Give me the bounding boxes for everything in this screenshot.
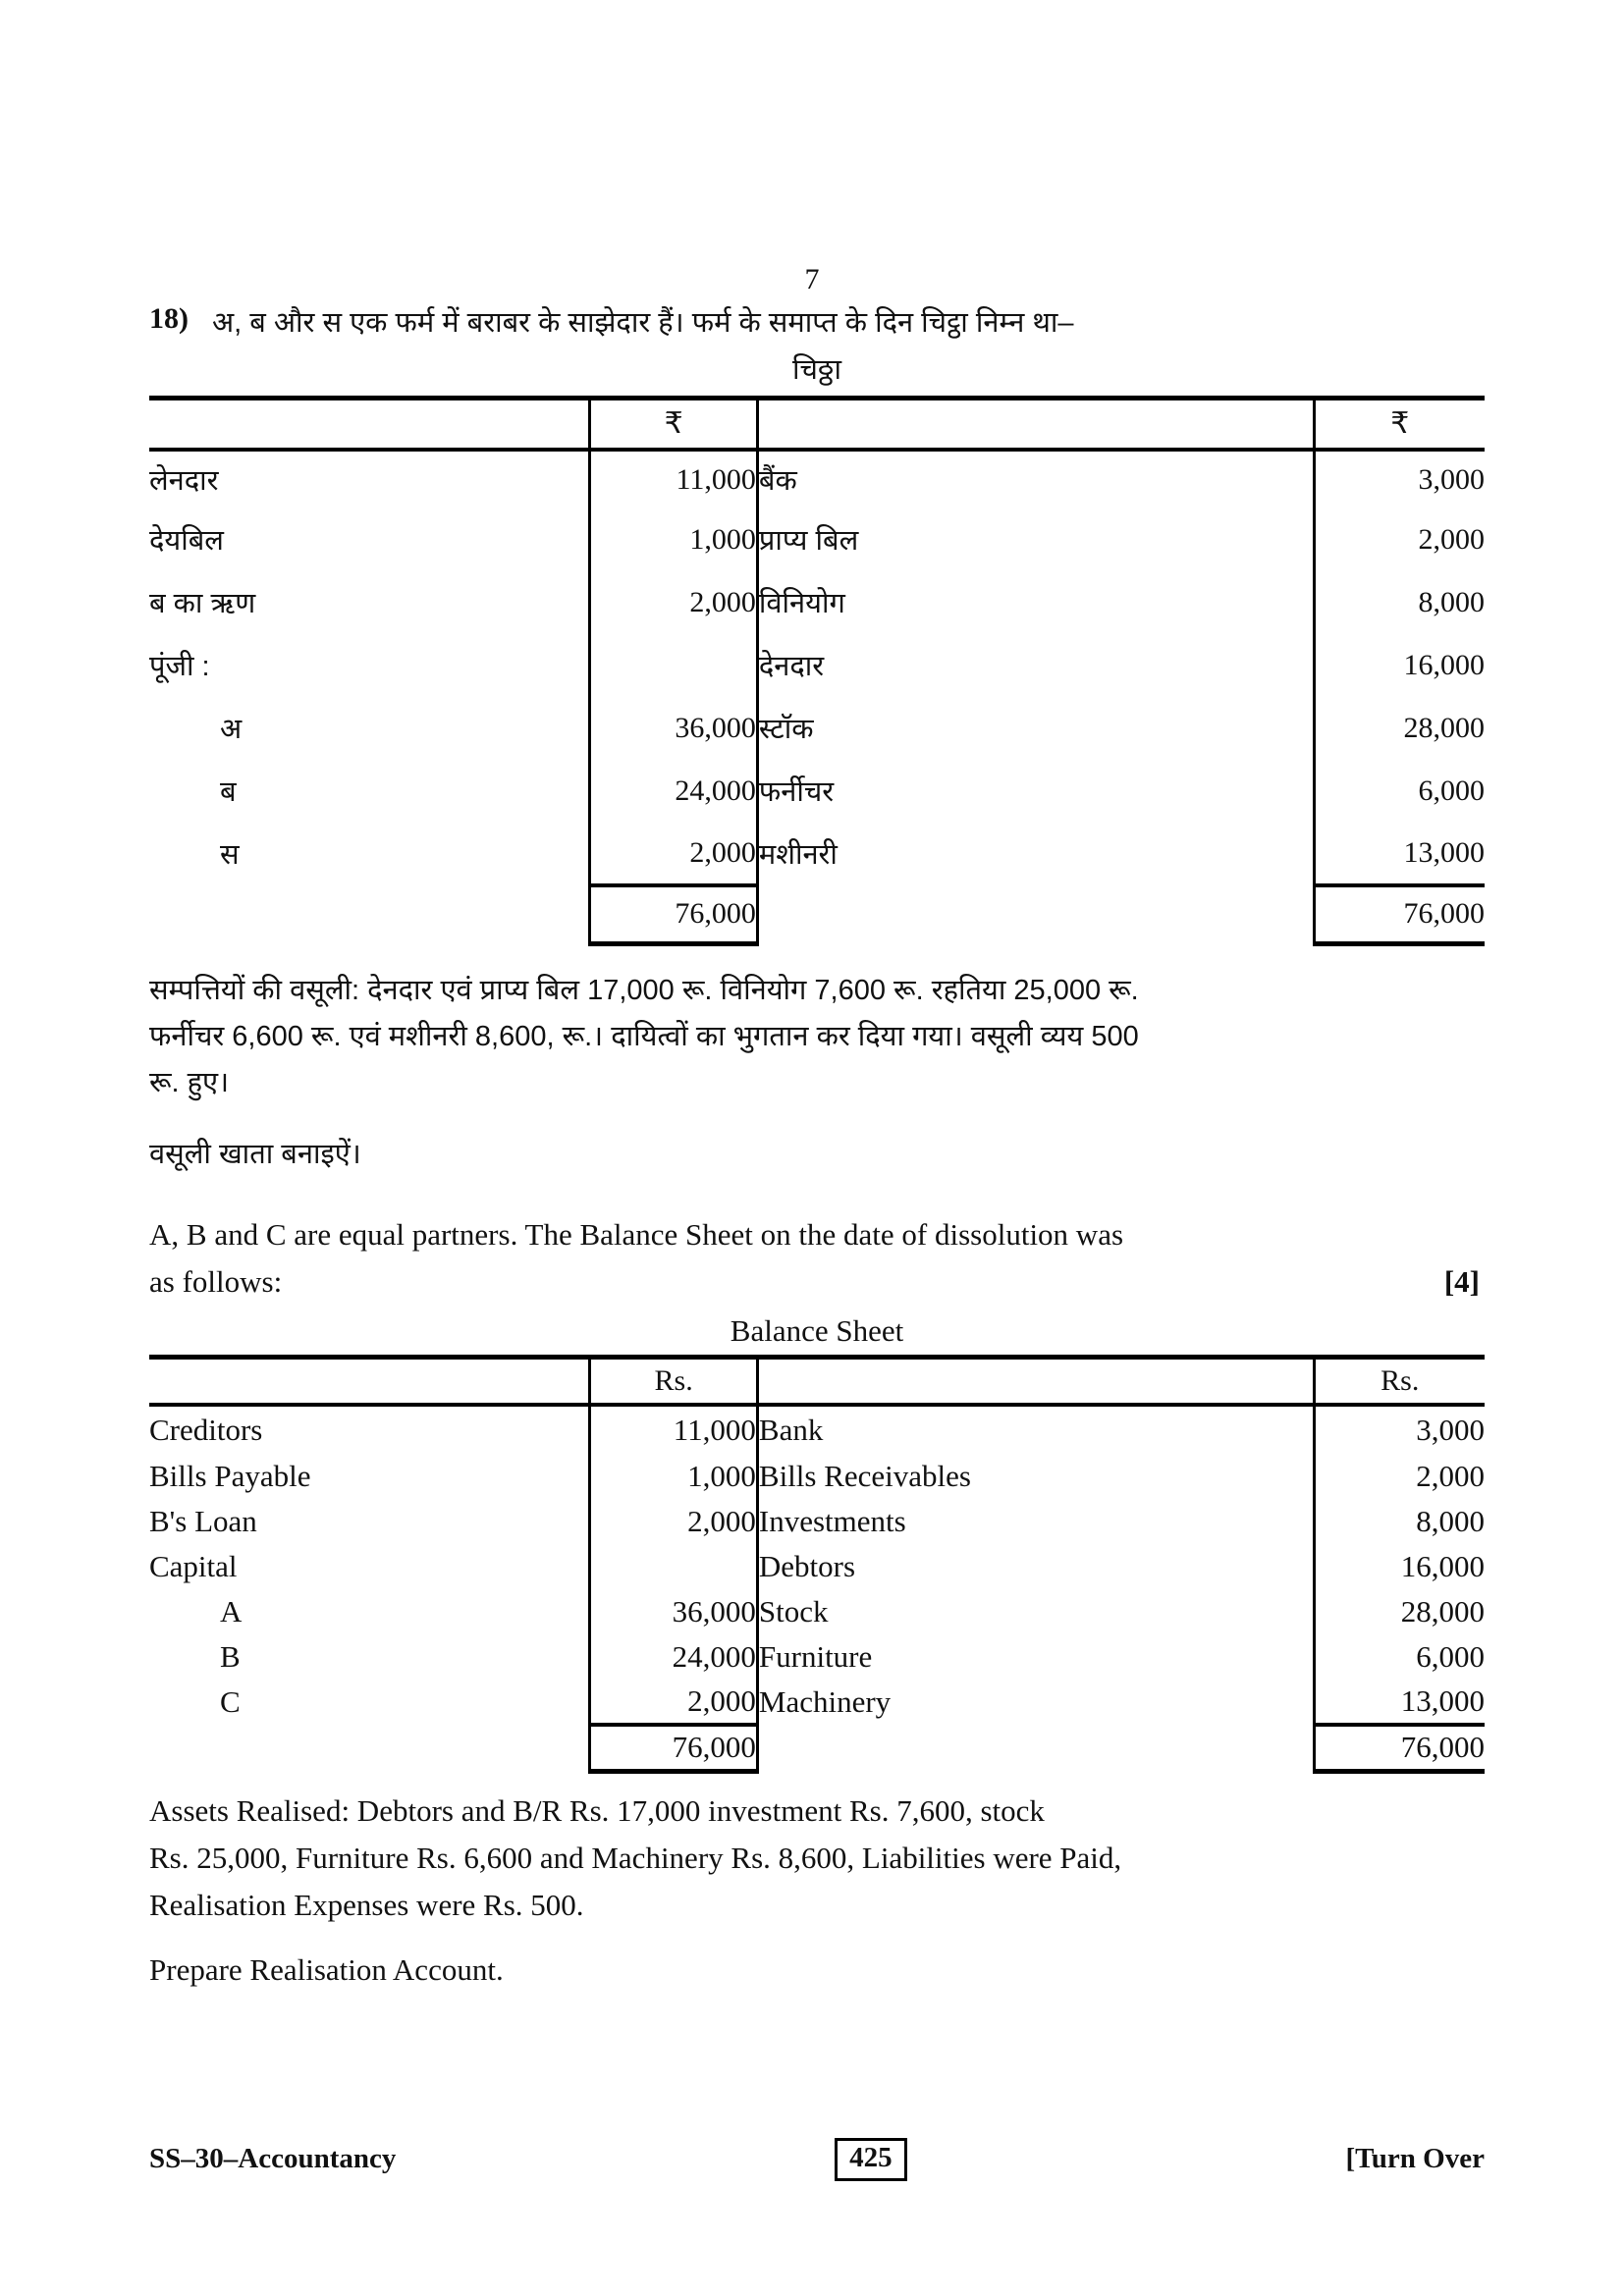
- footer-turn-over: [Turn Over: [1345, 2143, 1485, 2175]
- hindi-question-text: अ, ब और स एक फर्म में बराबर के साझेदार हैं। फर्म के समाप्त के दिन चिट्ठा निम्न था–: [212, 307, 1074, 339]
- total-left: 76,000: [590, 1725, 758, 1772]
- hindi-paragraph-line-2: फर्नीचर 6,600 रू. एवं मशीनरी 8,600, रू.। दायित्वों का भुगतान कर दिया गया। वसूली व्यय 500: [149, 1021, 1139, 1053]
- row-amount: 2,000: [590, 1680, 758, 1725]
- row-amount: 36,000: [590, 1589, 758, 1634]
- header-left-blank: [149, 399, 590, 450]
- english-table-title: Balance Sheet: [730, 1313, 904, 1349]
- table-row: [149, 508, 1485, 571]
- row-label: Capital: [149, 1548, 238, 1583]
- english-instruction: Prepare Realisation Account.: [149, 1952, 504, 1988]
- total-right-blank: [757, 1725, 1314, 1772]
- row-label: Investments: [758, 1503, 906, 1538]
- header-rupee-right: ₹: [1314, 399, 1485, 450]
- english-paragraph-line-3: Realisation Expenses were Rs. 500.: [149, 1888, 584, 1923]
- row-label: Bank: [757, 1405, 1314, 1454]
- row-label: B's Loan: [149, 1503, 257, 1538]
- english-intro: [149, 1211, 1480, 1306]
- row-amount: 2,000: [590, 571, 758, 634]
- total-right: 76,000: [1314, 1725, 1485, 1772]
- row-amount: 3,000: [1314, 450, 1485, 508]
- english-intro-line-2: as follows:: [149, 1263, 283, 1299]
- row-label: विनियोग: [758, 588, 845, 620]
- total-right: 76,000: [1314, 885, 1485, 944]
- hindi-question-line: [149, 302, 1485, 344]
- row-amount: 28,000: [1314, 697, 1485, 760]
- row-label: Bills Payable: [149, 1458, 311, 1493]
- table-row: [149, 1680, 1485, 1725]
- table-row: [149, 1634, 1485, 1680]
- table-row: [149, 697, 1485, 760]
- table-row: [149, 450, 1485, 508]
- hindi-instruction: वसूली खाता बनाइऐं।: [149, 1138, 361, 1170]
- english-intro-line-1: A, B and C are equal partners. The Balance Sheet on the date of dissolution was: [149, 1216, 1124, 1252]
- row-amount: 16,000: [1314, 634, 1485, 697]
- row-amount: 6,000: [1314, 1634, 1485, 1680]
- row-label: मशीनरी: [758, 839, 838, 872]
- table-header-row: [149, 399, 1485, 450]
- table-row: [149, 1454, 1485, 1499]
- question-18-block: [149, 302, 1485, 1994]
- row-label: स: [220, 839, 240, 872]
- row-label: A: [220, 1593, 243, 1629]
- table-total-row: [149, 885, 1485, 944]
- row-amount: 2,000: [590, 1499, 758, 1544]
- total-left-blank: [149, 1725, 590, 1772]
- table-row: [149, 1544, 1485, 1589]
- row-amount: 2,000: [1314, 508, 1485, 571]
- header-right-blank: [757, 1358, 1314, 1405]
- header-rs-left: Rs.: [590, 1358, 758, 1405]
- row-label: देयबिल: [149, 525, 224, 558]
- question-number: 18): [149, 302, 189, 335]
- header-rs-right: Rs.: [1314, 1358, 1485, 1405]
- row-label: प्राप्य बिल: [758, 525, 859, 558]
- row-amount: 28,000: [1314, 1589, 1485, 1634]
- row-amount: 2,000: [590, 823, 758, 885]
- total-right-blank: [757, 885, 1314, 944]
- marks-badge: [4]: [1443, 1263, 1480, 1299]
- row-amount: 24,000: [590, 1634, 758, 1680]
- hindi-paragraph-line-1: सम्पत्तियों की वसूली: देनदार एवं प्राप्य बिल 17,000 रू. विनियोग 7,600 रू. रहतिया 25,000 रू.: [149, 975, 1139, 1007]
- hindi-assets-paragraph: [149, 968, 1475, 1106]
- table-row: [149, 571, 1485, 634]
- table-row: [149, 1405, 1485, 1454]
- table-row: [149, 823, 1485, 885]
- row-label: Debtors: [758, 1548, 856, 1583]
- total-left-blank: [149, 885, 590, 944]
- row-label: लेनदार: [149, 450, 590, 508]
- footer-subject-code: SS–30–Accountancy: [149, 2143, 397, 2175]
- row-label: बैंक: [757, 450, 1314, 508]
- table-row: [149, 760, 1485, 823]
- row-amount: 36,000: [590, 697, 758, 760]
- row-amount: 11,000: [590, 1405, 758, 1454]
- row-label: Creditors: [149, 1405, 590, 1454]
- row-amount: 1,000: [590, 508, 758, 571]
- table-row: [149, 1589, 1485, 1634]
- row-amount: 24,000: [590, 760, 758, 823]
- row-label: Stock: [758, 1593, 829, 1629]
- hindi-balance-sheet-table: [149, 396, 1485, 946]
- table-row: [149, 1499, 1485, 1544]
- total-left: 76,000: [590, 885, 758, 944]
- header-rupee-left: ₹: [590, 399, 758, 450]
- row-amount: 16,000: [1314, 1544, 1485, 1589]
- row-amount: 6,000: [1314, 760, 1485, 823]
- row-label: Bills Receivables: [758, 1458, 971, 1493]
- row-amount: 2,000: [1314, 1454, 1485, 1499]
- header-left-blank: [149, 1358, 590, 1405]
- row-amount: 3,000: [1314, 1405, 1485, 1454]
- english-assets-paragraph: [149, 1788, 1480, 1929]
- row-label: B: [220, 1638, 241, 1674]
- row-label: पूंजी :: [149, 651, 210, 683]
- page-footer: [149, 2138, 1485, 2181]
- row-amount: 1,000: [590, 1454, 758, 1499]
- row-amount: 8,000: [1314, 571, 1485, 634]
- row-amount: 8,000: [1314, 1499, 1485, 1544]
- row-label: ब का ऋण: [149, 588, 256, 620]
- row-amount: 13,000: [1314, 823, 1485, 885]
- english-balance-sheet-table: [149, 1355, 1485, 1774]
- row-label: C: [220, 1683, 241, 1719]
- row-label: अ: [220, 714, 243, 746]
- row-label: Furniture: [758, 1638, 873, 1674]
- row-amount: [590, 1544, 758, 1589]
- table-row: [149, 634, 1485, 697]
- english-paragraph-line-1: Assets Realised: Debtors and B/R Rs. 17,000 investment Rs. 7,600, stock: [149, 1793, 1045, 1829]
- page-number: 7: [804, 263, 820, 295]
- hindi-table-title: चिठ्ठा: [792, 354, 841, 387]
- table-header-row: [149, 1358, 1485, 1405]
- row-label: स्टॉक: [758, 714, 814, 746]
- table-total-row: [149, 1725, 1485, 1772]
- row-label: ब: [220, 776, 237, 809]
- row-label: देनदार: [758, 651, 825, 683]
- row-amount: [590, 634, 758, 697]
- row-label: फर्नीचर: [758, 776, 835, 809]
- row-amount: 11,000: [590, 450, 758, 508]
- row-label: Machinery: [758, 1683, 892, 1719]
- row-amount: 13,000: [1314, 1680, 1485, 1725]
- hindi-paragraph-line-3: रू. हुए।: [149, 1066, 230, 1098]
- english-intro-line-2-wrap: [149, 1258, 1480, 1306]
- english-paragraph-line-2: Rs. 25,000, Furniture Rs. 6,600 and Machinery Rs. 8,600, Liabilities were Paid,: [149, 1841, 1122, 1876]
- header-right-blank: [757, 399, 1314, 450]
- footer-page-code: 425: [835, 2138, 907, 2181]
